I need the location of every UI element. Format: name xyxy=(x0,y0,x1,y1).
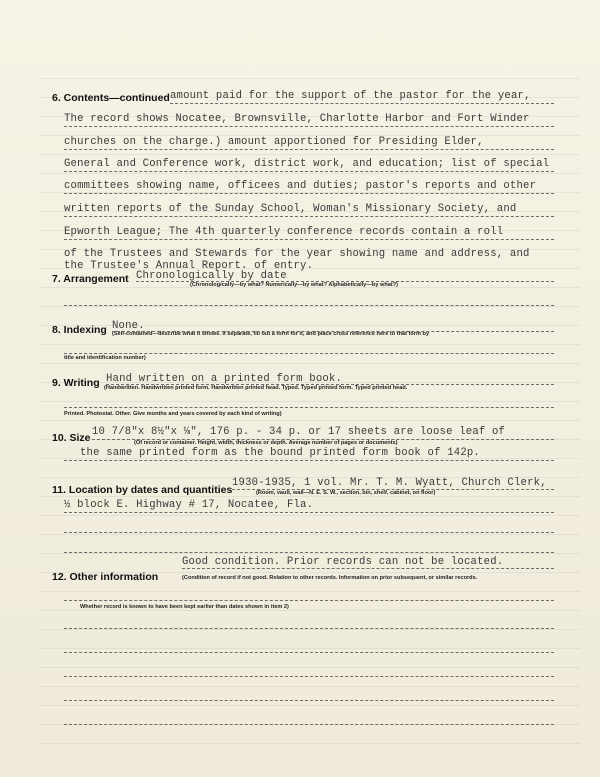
other-info-hint: (Condition of record if not good. Relation to other records. Information on prior subsequent, or similar records. xyxy=(182,575,478,581)
contents-line-7: Epworth League; The 4th quarterly conference records contain a roll xyxy=(64,226,504,238)
arrangement-label: 7. Arrangement xyxy=(52,273,129,285)
other-info-rule-2 xyxy=(64,600,554,601)
size-value-2: the same printed form as the bound printed form book of 142p. xyxy=(80,447,480,459)
indexing-rule xyxy=(112,331,554,332)
contents-line-1: amount paid for the support of the pastor for the year, xyxy=(170,90,531,102)
other-info-label: 12. Other information xyxy=(52,571,159,583)
location-rule-3 xyxy=(64,532,554,533)
arrangement-value: Chronologically by date xyxy=(136,270,287,282)
writing-rule xyxy=(106,384,554,385)
location-value-2: ½ block E. Highway # 17, Nocatee, Fla. xyxy=(64,499,314,511)
arrangement-rule xyxy=(136,281,554,282)
writing-rule-2 xyxy=(64,407,554,408)
indexing-hint: (Self-contained—describe what it shows. If separate, fill out a form for it, and place cross reference here to that form by xyxy=(112,331,430,337)
contents-rule xyxy=(64,216,554,217)
contents-line-5: committees showing name, officees and duties; pastor's reports and other xyxy=(64,180,537,192)
arrangement-rule-2 xyxy=(64,305,554,306)
indexing-rule-2 xyxy=(64,353,554,354)
blank-rule xyxy=(64,628,554,629)
location-rule-4 xyxy=(64,552,554,553)
blank-rule xyxy=(64,652,554,653)
contents-rule xyxy=(64,239,554,240)
indexing-value: None. xyxy=(112,320,145,332)
size-hint: (Of record or container. Height, width, thickness or depth. Average number of pages or documents) xyxy=(134,440,398,446)
indexing-label: 8. Indexing xyxy=(52,324,107,336)
size-rule xyxy=(92,439,554,440)
location-rule-2 xyxy=(64,512,554,513)
contents-line-3: churches on the charge.) amount apportioned for Presiding Elder, xyxy=(64,136,484,148)
writing-value: Hand written on a printed form book. xyxy=(106,373,343,385)
writing-label: 9. Writing xyxy=(52,377,100,389)
blank-rule xyxy=(64,724,554,725)
size-value: 10 7/8"x 8½"x ⅛", 176 p. - 34 p. or 17 sheets are loose leaf of xyxy=(92,426,506,438)
contents-rule xyxy=(64,171,554,172)
writing-hint: (Handwritten. Handwritten printed form. Handwritten printed head. Typed. Typed printed form. Typed printed head. xyxy=(104,385,408,391)
location-value: 1930-1935, 1 vol. Mr. T. M. Wyatt, Church Clerk, xyxy=(232,477,547,489)
location-label: 11. Location by dates and quantities xyxy=(52,484,233,496)
contents-line-9: the Trustee's Annual Report. of entry. xyxy=(64,260,314,272)
size-rule-2 xyxy=(64,460,554,461)
indexing-hint-2: title and identification number) xyxy=(64,355,146,361)
location-hint: (Room, vault, wall—N. E. S. W., section, bin, shelf, cabinet, on floor) xyxy=(256,490,436,496)
contents-line-2: The record shows Nocatee, Brownsville, Charlotte Harbor and Fort Winder xyxy=(64,113,530,125)
blank-rule xyxy=(64,700,554,701)
contents-rule xyxy=(64,126,554,127)
contents-rule xyxy=(170,103,554,104)
arrangement-hint: (Chronologically—by what? Numerically—by what? Alphabetically—by what?) xyxy=(190,282,399,288)
contents-rule xyxy=(64,193,554,194)
blank-rule xyxy=(64,676,554,677)
contents-line-8: of the Trustees and Stewards for the year showing name and address, and xyxy=(64,248,530,260)
contents-rule xyxy=(64,149,554,150)
other-info-value: Good condition. Prior records can not be located. xyxy=(182,556,504,568)
size-label: 10. Size xyxy=(52,432,91,444)
location-rule xyxy=(232,489,554,490)
contents-continued-label: 6. Contents—continued xyxy=(52,92,170,104)
writing-hint-2: Printed. Photostat. Other. Give months and years covered by each kind of writing) xyxy=(64,411,282,417)
contents-line-6: written reports of the Sunday School, Woman's Missionary Society, and xyxy=(64,203,517,215)
other-info-hint-2: Whether record is known to have been kept earlier than dates shown in item 2) xyxy=(80,604,289,610)
other-info-rule xyxy=(182,568,554,569)
contents-line-4: General and Conference work, district work, and education; list of special xyxy=(64,158,550,170)
